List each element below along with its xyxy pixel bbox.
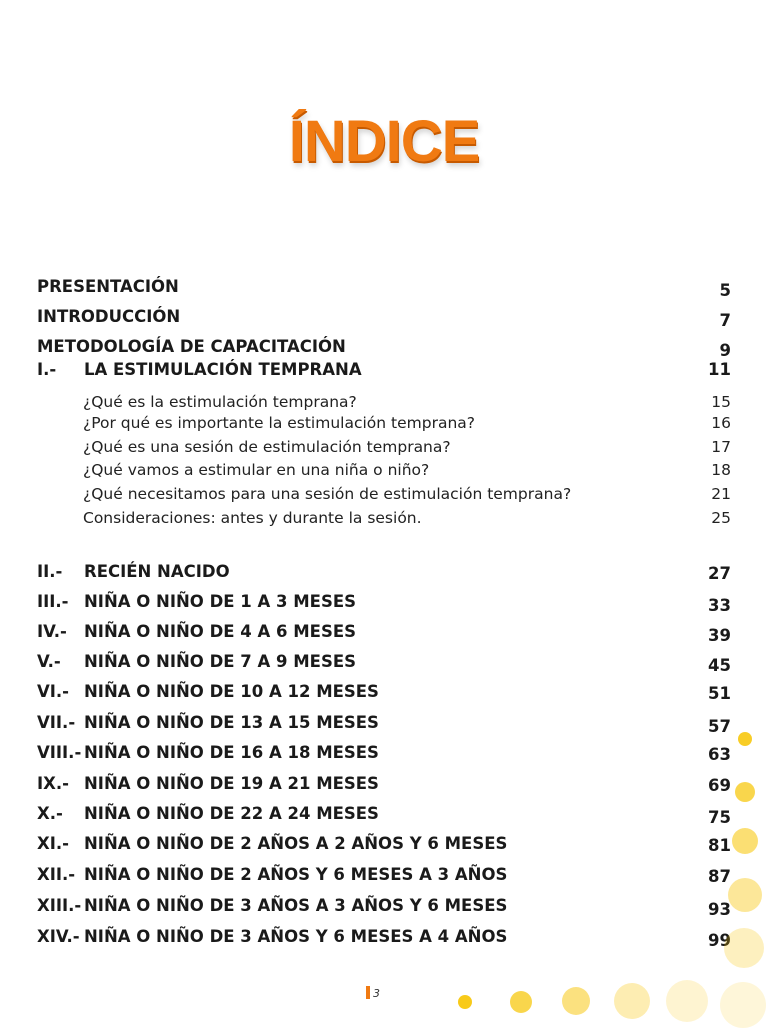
toc-page: 63 xyxy=(708,745,731,764)
decorative-dot xyxy=(458,995,472,1009)
toc-page: 21 xyxy=(711,485,731,503)
toc-subentry[interactable] xyxy=(83,438,731,456)
toc-sublabel: ¿Por qué es importante la estimulación temprana? xyxy=(83,414,475,432)
toc-label: NIÑA O NIÑO DE 10 A 12 MESES xyxy=(84,682,379,701)
toc-label: INTRODUCCIÓN xyxy=(37,307,181,326)
index-title-text: ÍNDICE xyxy=(288,109,480,174)
toc-number: XII.- xyxy=(37,865,76,884)
toc-label: NIÑA O NIÑO DE 22 A 24 MESES xyxy=(84,804,379,823)
toc-number: VI.- xyxy=(37,682,70,701)
toc-page: 75 xyxy=(708,808,731,827)
toc-label: NIÑA O NIÑO DE 4 A 6 MESES xyxy=(84,622,356,641)
toc-number: IX.- xyxy=(37,774,69,793)
toc-page: 27 xyxy=(708,564,731,583)
toc-page: 17 xyxy=(711,438,731,456)
toc-label: NIÑA O NIÑO DE 1 A 3 MESES xyxy=(84,592,356,611)
toc-page: 45 xyxy=(708,656,731,675)
toc-label: NIÑA O NIÑO DE 3 AÑOS A 3 AÑOS Y 6 MESES xyxy=(84,896,508,915)
toc-page: 87 xyxy=(708,867,731,886)
toc-label: NIÑA O NIÑO DE 2 AÑOS Y 6 MESES A 3 AÑOS xyxy=(84,865,508,884)
toc-sublabel: ¿Qué es una sesión de estimulación temprana? xyxy=(83,438,451,456)
toc-sublabel: ¿Qué vamos a estimular en una niña o niño? xyxy=(83,461,430,479)
toc-subentry[interactable] xyxy=(83,414,731,432)
decorative-dot xyxy=(724,928,764,968)
toc-page: 99 xyxy=(708,931,731,950)
toc-label: RECIÉN NACIDO xyxy=(84,562,230,581)
toc-number: XIV.- xyxy=(37,927,80,946)
page-number: 3 xyxy=(373,987,380,1000)
decorative-dot xyxy=(720,982,766,1028)
toc-number: XI.- xyxy=(37,834,69,853)
toc-label: PRESENTACIÓN xyxy=(37,277,179,296)
toc-label: NIÑA O NIÑO DE 16 A 18 MESES xyxy=(84,743,379,762)
toc-label: LA ESTIMULACIÓN TEMPRANA xyxy=(84,360,362,379)
decorative-dot xyxy=(666,980,708,1022)
toc-page: 69 xyxy=(708,776,731,795)
toc-sublabel: ¿Qué necesitamos para una sesión de estimulación temprana? xyxy=(83,485,572,503)
toc-number: X.- xyxy=(37,804,63,823)
toc-page: 7 xyxy=(719,311,731,330)
toc-label: METODOLOGÍA DE CAPACITACIÓN xyxy=(37,337,346,356)
toc-number: XIII.- xyxy=(37,896,82,915)
toc-page: 16 xyxy=(711,414,731,432)
toc-page: 25 xyxy=(711,509,731,527)
toc-label: NIÑA O NIÑO DE 13 A 15 MESES xyxy=(84,713,379,732)
toc-subentry[interactable] xyxy=(83,461,731,479)
toc-number: VII.- xyxy=(37,713,76,732)
index-title xyxy=(0,108,768,175)
toc-label: NIÑA O NIÑO DE 19 A 21 MESES xyxy=(84,774,379,793)
toc-subentry[interactable] xyxy=(83,393,731,411)
toc-page: 39 xyxy=(708,626,731,645)
decorative-dot xyxy=(732,828,758,854)
toc-page: 81 xyxy=(708,836,731,855)
toc-number: IV.- xyxy=(37,622,67,641)
footer-accent-bar xyxy=(366,986,370,999)
page-footer xyxy=(366,986,380,1000)
decorative-dot xyxy=(735,782,755,802)
toc-page: 11 xyxy=(708,360,731,379)
toc-subentry[interactable] xyxy=(83,485,731,503)
toc-number: II.- xyxy=(37,562,63,581)
toc-number: III.- xyxy=(37,592,69,611)
decorative-dot xyxy=(510,991,532,1013)
toc-page: 33 xyxy=(708,596,731,615)
decorative-dot xyxy=(738,732,752,746)
toc-page: 18 xyxy=(711,461,731,479)
decorative-dot xyxy=(562,987,590,1015)
toc-page: 51 xyxy=(708,684,731,703)
toc-page: 57 xyxy=(708,717,731,736)
toc-page: 5 xyxy=(719,281,731,300)
toc-label: NIÑA O NIÑO DE 3 AÑOS Y 6 MESES A 4 AÑOS xyxy=(84,927,508,946)
toc-label: NIÑA O NIÑO DE 2 AÑOS A 2 AÑOS Y 6 MESES xyxy=(84,834,508,853)
toc-number: V.- xyxy=(37,652,61,671)
toc-sublabel: Consideraciones: antes y durante la sesión. xyxy=(83,509,422,527)
toc-page: 93 xyxy=(708,900,731,919)
toc-number: I.- xyxy=(37,360,57,379)
toc-label: NIÑA O NIÑO DE 7 A 9 MESES xyxy=(84,652,356,671)
toc-number: VIII.- xyxy=(37,743,82,762)
toc-subentry[interactable] xyxy=(83,509,731,527)
toc-page: 9 xyxy=(719,341,731,360)
decorative-dot xyxy=(728,878,762,912)
toc-sublabel: ¿Qué es la estimulación temprana? xyxy=(83,393,357,411)
decorative-dot xyxy=(614,983,650,1019)
toc-page: 15 xyxy=(711,393,731,411)
